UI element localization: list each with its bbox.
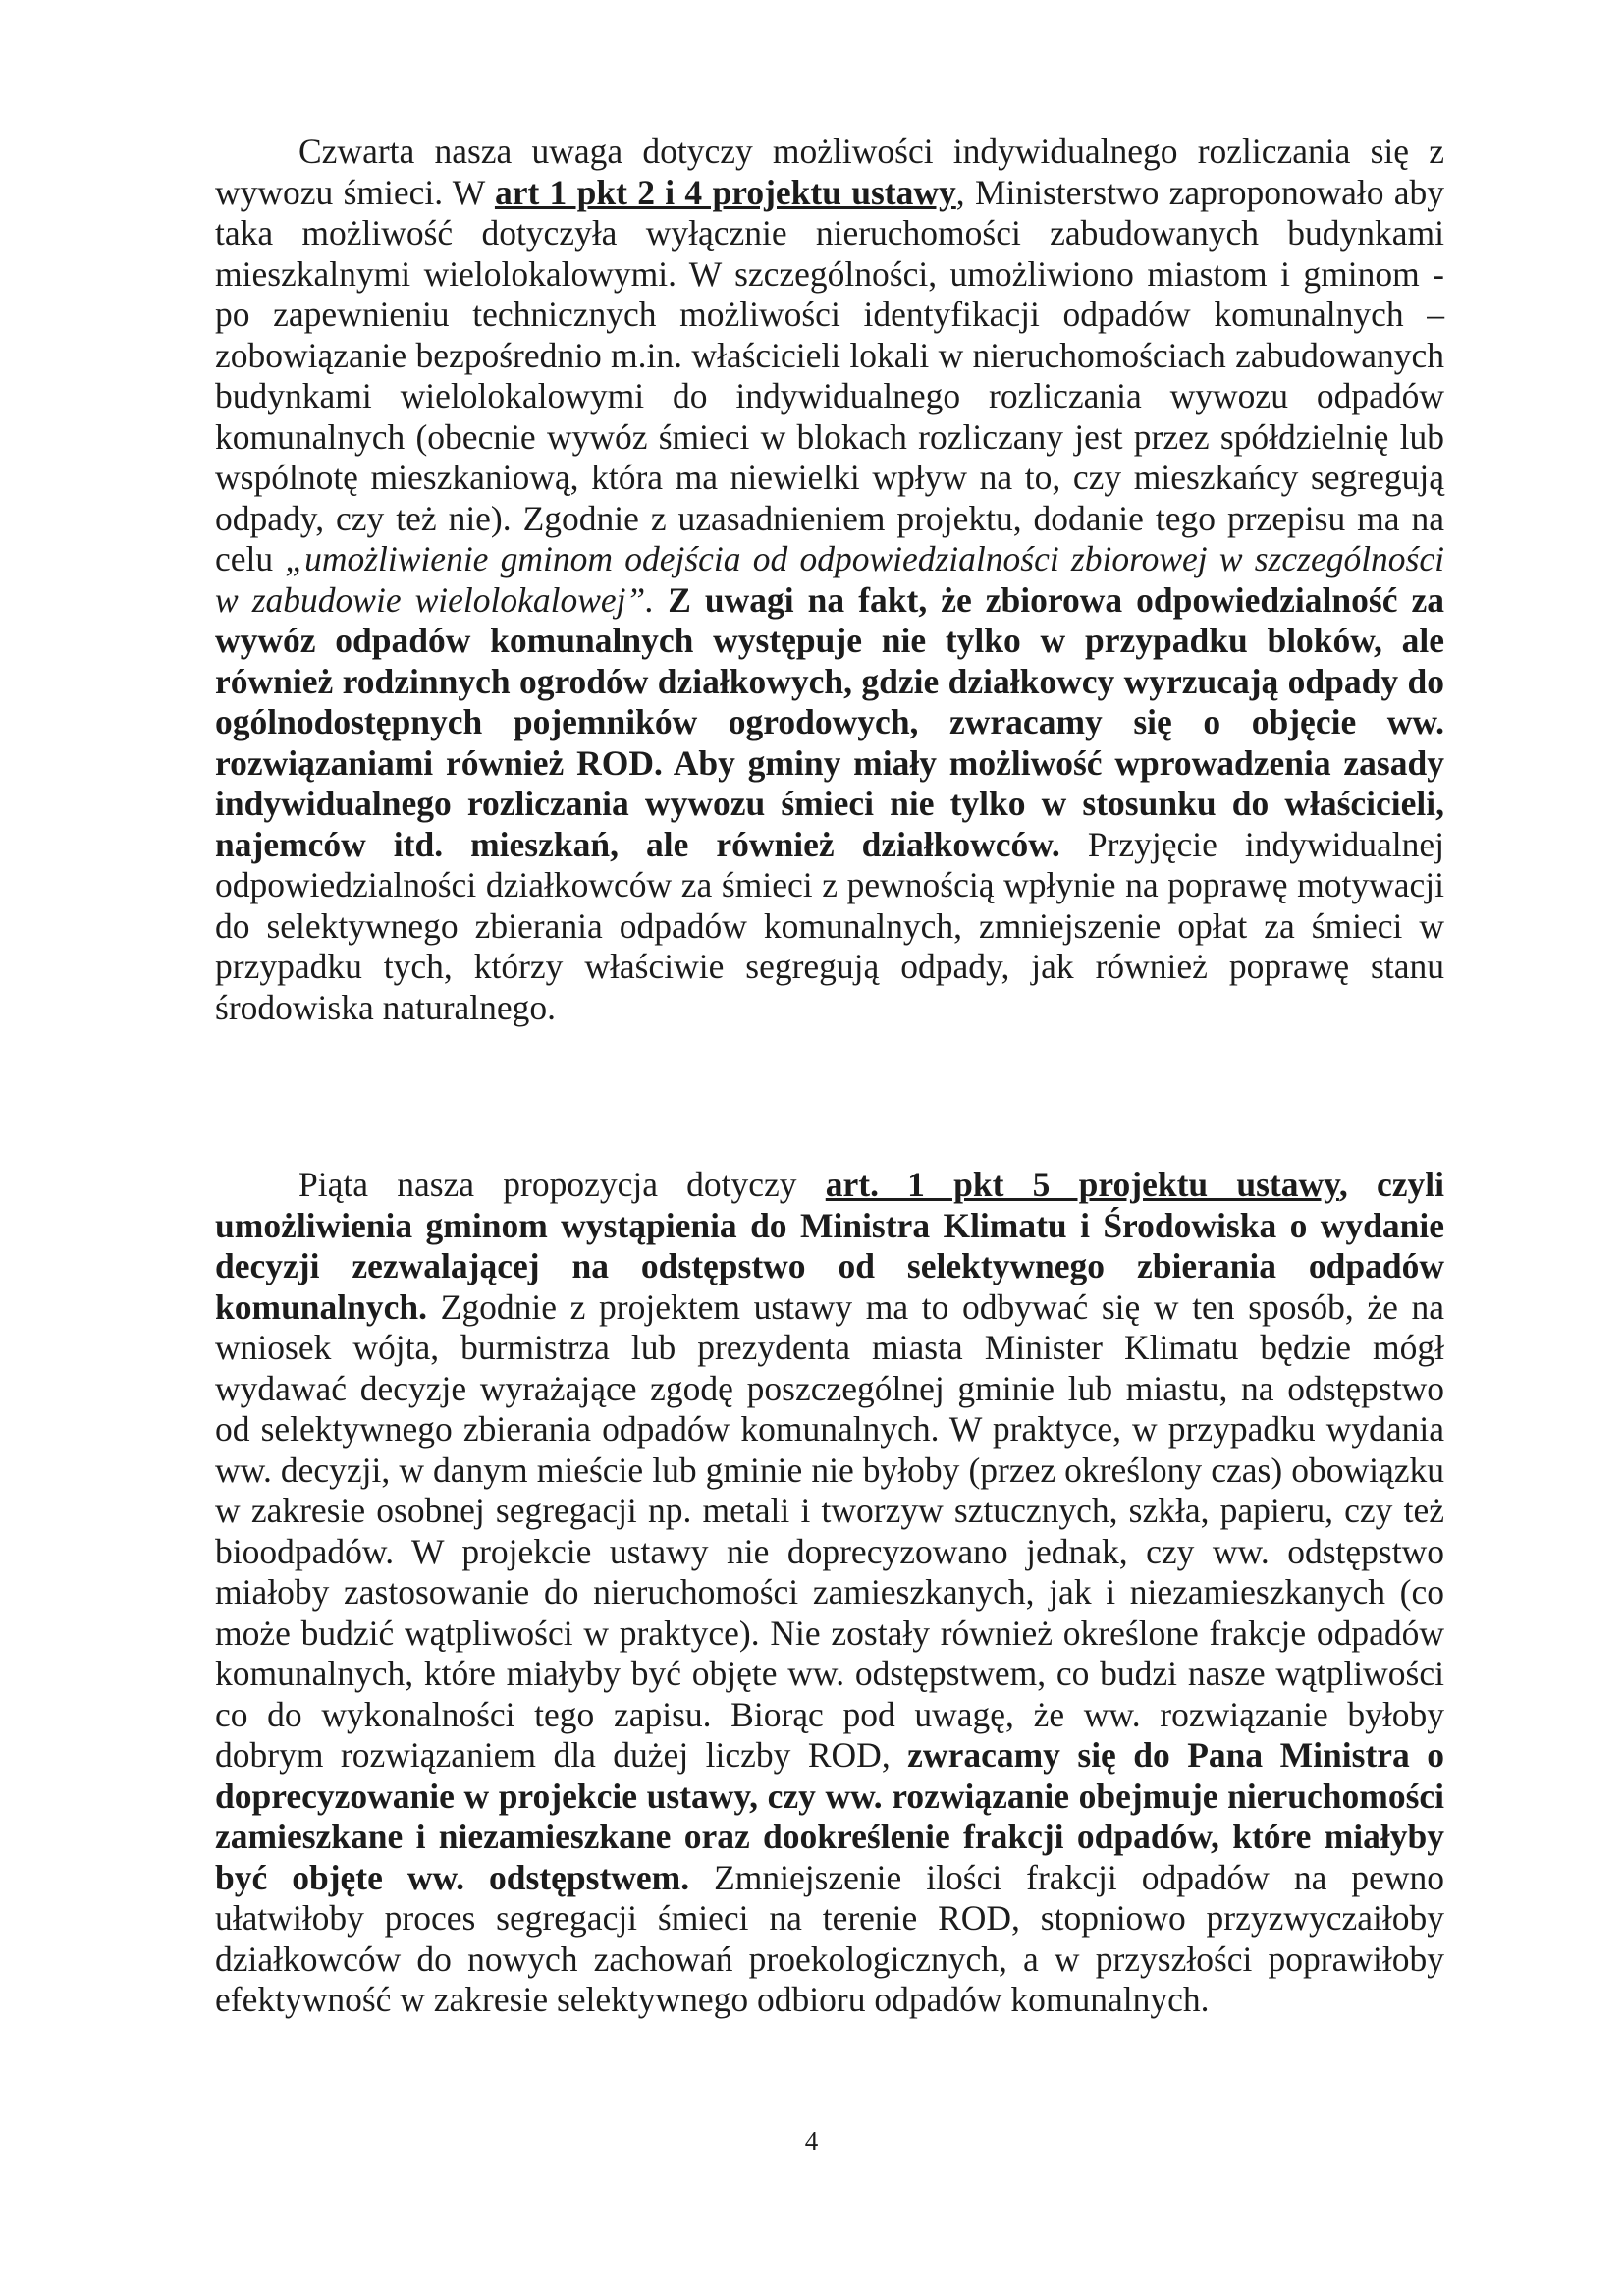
p2-text-2: Zgodnie z projektem ustawy ma to odbywać się w ten sposób, że na wniosek wójta, burmistrza lub prezydenta miasta Minister Klimatu będzie mógł wydawać decyzje wyrażające zgodę poszczególnej gminie lub miastu, na odstępstwo od selektywnego zbierania odpadów komunalnych. W praktyce, w przypadku wydania ww. decyzji, w danym mieście lub gminie nie byłoby (przez określony czas) obowiązku w zakresie osobnej segregacji np. metali i tworzyw sztucznych, szkła, papieru, czy też bioodpadów. W projekcie ustawy nie doprecyzowano jednak, czy ww. odstępstwo miałoby zastosowanie do nieruchomości zamieszkanych, jak i niezamieszkanych (co może budzić wątpliwości w praktyce). Nie zostały również określone frakcje odpadów komunalnych, które miałyby być objęte ww. odstępstwem, co budzi nasze wątpliwości co do wykonalności tego zapisu. Biorąc pod uwagę, że ww. rozwiązanie byłoby dobrym rozwiązaniem dla dużej liczby ROD, bbox=[215, 1286, 1444, 1775]
p2-text-3: Zmniejszenie ilości frakcji odpadów na pewno ułatwiłoby proces segregacji śmieci na terenie ROD, stopniowo przyzwyczaiłoby działkowców do nowych zachowań proekologicznych, a w przyszłości poprawiłoby efektywność w zakresie selektywnego odbioru odpadów komunalnych. bbox=[215, 1857, 1444, 2019]
p2-text-1: Piąta nasza propozycja dotyczy bbox=[298, 1165, 826, 1204]
p2-bold-request: zwracamy się do Pana Ministra o doprecyzowanie w projekcie ustawy, czy ww. rozwiązanie obejmuje nieruchomości zamieszkane i niezamieszkane oraz dookreślenie frakcji odpadów, które miałyby być objęte ww. odstępstwem. bbox=[215, 1735, 1444, 1897]
paragraph-2 bbox=[215, 1165, 1444, 2021]
paragraph-1 bbox=[215, 132, 1444, 1028]
p1-text-1: Czwarta nasza uwaga dotyczy możliwości indywidualnego rozliczania się z wywozu śmieci. W bbox=[215, 132, 1444, 212]
page-number: 4 bbox=[804, 2126, 819, 2156]
reference-art-1-pkt-5: art. 1 pkt 5 projektu ustawy bbox=[825, 1165, 1339, 1204]
reference-art-1-pkt-2-i-4: art 1 pkt 2 i 4 projektu ustawy bbox=[494, 172, 956, 212]
p1-quotation: „umożliwienie gminom odejścia od odpowiedzialności zbiorowej w szczególności w zabudowie wielolokalowej”. bbox=[215, 539, 1444, 620]
p1-bold-request: Z uwagi na fakt, że zbiorowa odpowiedzialność za wywóz odpadów komunalnych występuje nie tylko w przypadku bloków, ale również rodzinnych ogrodów działkowych, gdzie działkowcy wyrzucają odpady do ogólnodostępnych pojemników ogrodowych, zwracamy się o objęcie ww. rozwiązaniami również ROD. Aby gminy miały możliwość wprowadzenia zasady indywidualnego rozliczania wywozu śmieci nie tylko w stosunku do właścicieli, najemców itd. mieszkań, ale również działkowców. bbox=[215, 579, 1444, 864]
p1-text-2: , Ministerstwo zaproponowało aby taka możliwość dotyczyła wyłącznie nieruchomości zabudowanych budynkami mieszkalnymi wielolokalowymi. W szczególności, umożliwiono miastom i gminom - po zapewnieniu technicznych możliwości identyfikacji odpadów komunalnych – zobowiązanie bezpośrednio m.in. właścicieli lokali w nieruchomościach zabudowanych budynkami wielolokalowymi do indywidualnego rozliczania wywozu odpadów komunalnych (obecnie wywóz śmieci w blokach rozliczany jest przez spółdzielnię lub wspólnotę mieszkaniową, która ma niewielki wpływ na to, czy mieszkańcy segregują odpady, czy też nie). Zgodnie z uzasadnieniem projektu, dodanie tego przepisu ma na celu bbox=[215, 172, 1445, 578]
p1-text-3: Przyjęcie indywidualnej odpowiedzialności działkowców za śmieci z pewnością wpłynie na poprawę motywacji do selektywnego zbierania odpadów komunalnych, zmniejszenie opłat za śmieci w przypadku tych, którzy właściwie segregują odpady, jak również poprawę stanu środowiska naturalnego. bbox=[215, 824, 1445, 1027]
p2-bold-intro: , czyli umożliwienia gminom wystąpienia do Ministra Klimatu i Środowiska o wydanie decyzji zezwalającej na odstępstwo od selektywnego zbierania odpadów komunalnych. bbox=[215, 1165, 1444, 1327]
